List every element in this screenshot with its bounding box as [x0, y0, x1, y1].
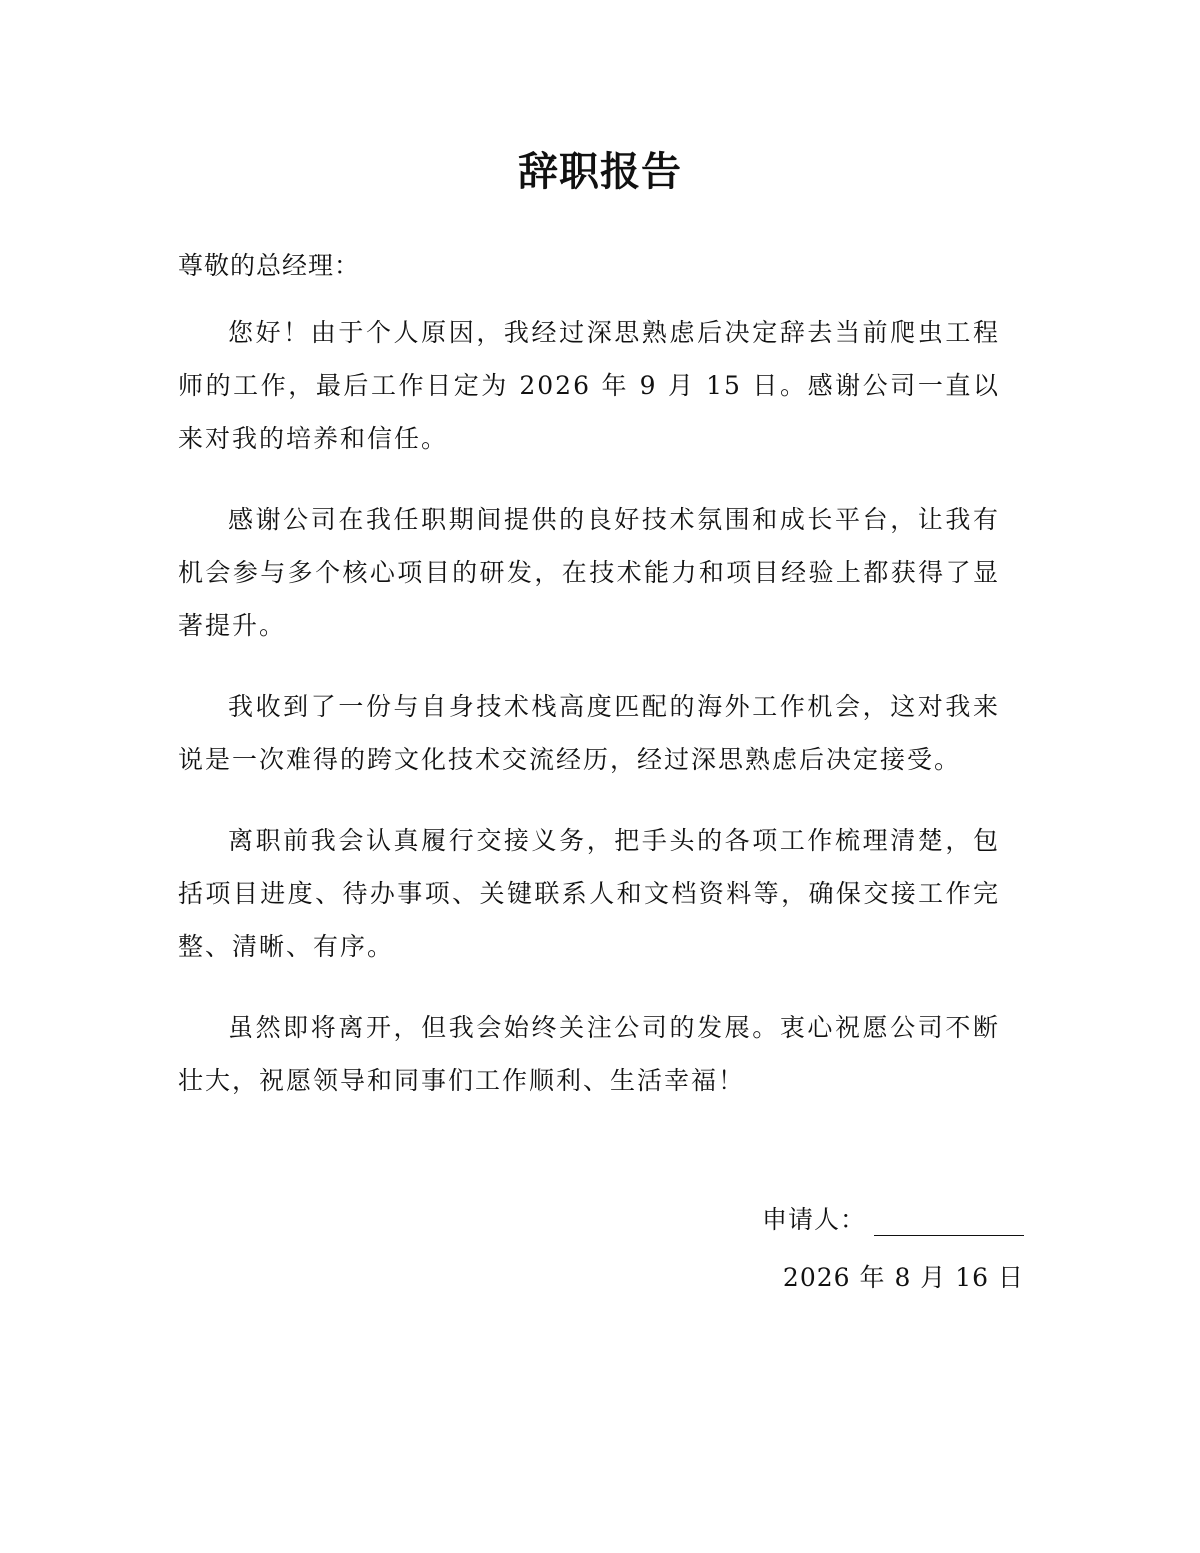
paragraph-handover: 离职前我会认真履行交接义务，把手头的各项工作梳理清楚，包括项目进度、待办事项、关键联系人和文档资料等，确保交接工作完整、清晰、有序。 — [178, 826, 1000, 961]
paragraph-wishes: 虽然即将离开，但我会始终关注公司的发展。衷心祝愿公司不断壮大，祝愿领导和同事们工作顺利、生活幸福！ — [178, 1013, 1000, 1095]
salutation: 尊敬的总经理： — [178, 251, 361, 280]
signature-blank-line — [874, 1207, 1024, 1236]
signature-block — [762, 1192, 1024, 1300]
applicant-line — [762, 1192, 1024, 1236]
document-title: 辞职报告 — [518, 149, 682, 195]
paragraph-opportunity: 我收到了一份与自身技术栈高度匹配的海外工作机会，这对我来说是一次难得的跨文化技术交流经历，经过深思熟虑后决定接受。 — [178, 692, 1000, 774]
paragraph-reason: 您好！由于个人原因，我经过深思熟虑后决定辞去当前爬虫工程师的工作，最后工作日定为 2026 年 9 月 15 日。感谢公司一直以来对我的培养和信任。 — [178, 318, 1000, 453]
applicant-label: 申请人： — [761, 1205, 866, 1234]
signature-date: 2026 年 8 月 16 日 — [782, 1263, 1024, 1292]
document-body — [178, 246, 1000, 1135]
paragraph-gratitude: 感谢公司在我任职期间提供的良好技术氛围和成长平台，让我有机会参与多个核心项目的研发，在技术能力和项目经验上都获得了显著提升。 — [178, 505, 1000, 640]
